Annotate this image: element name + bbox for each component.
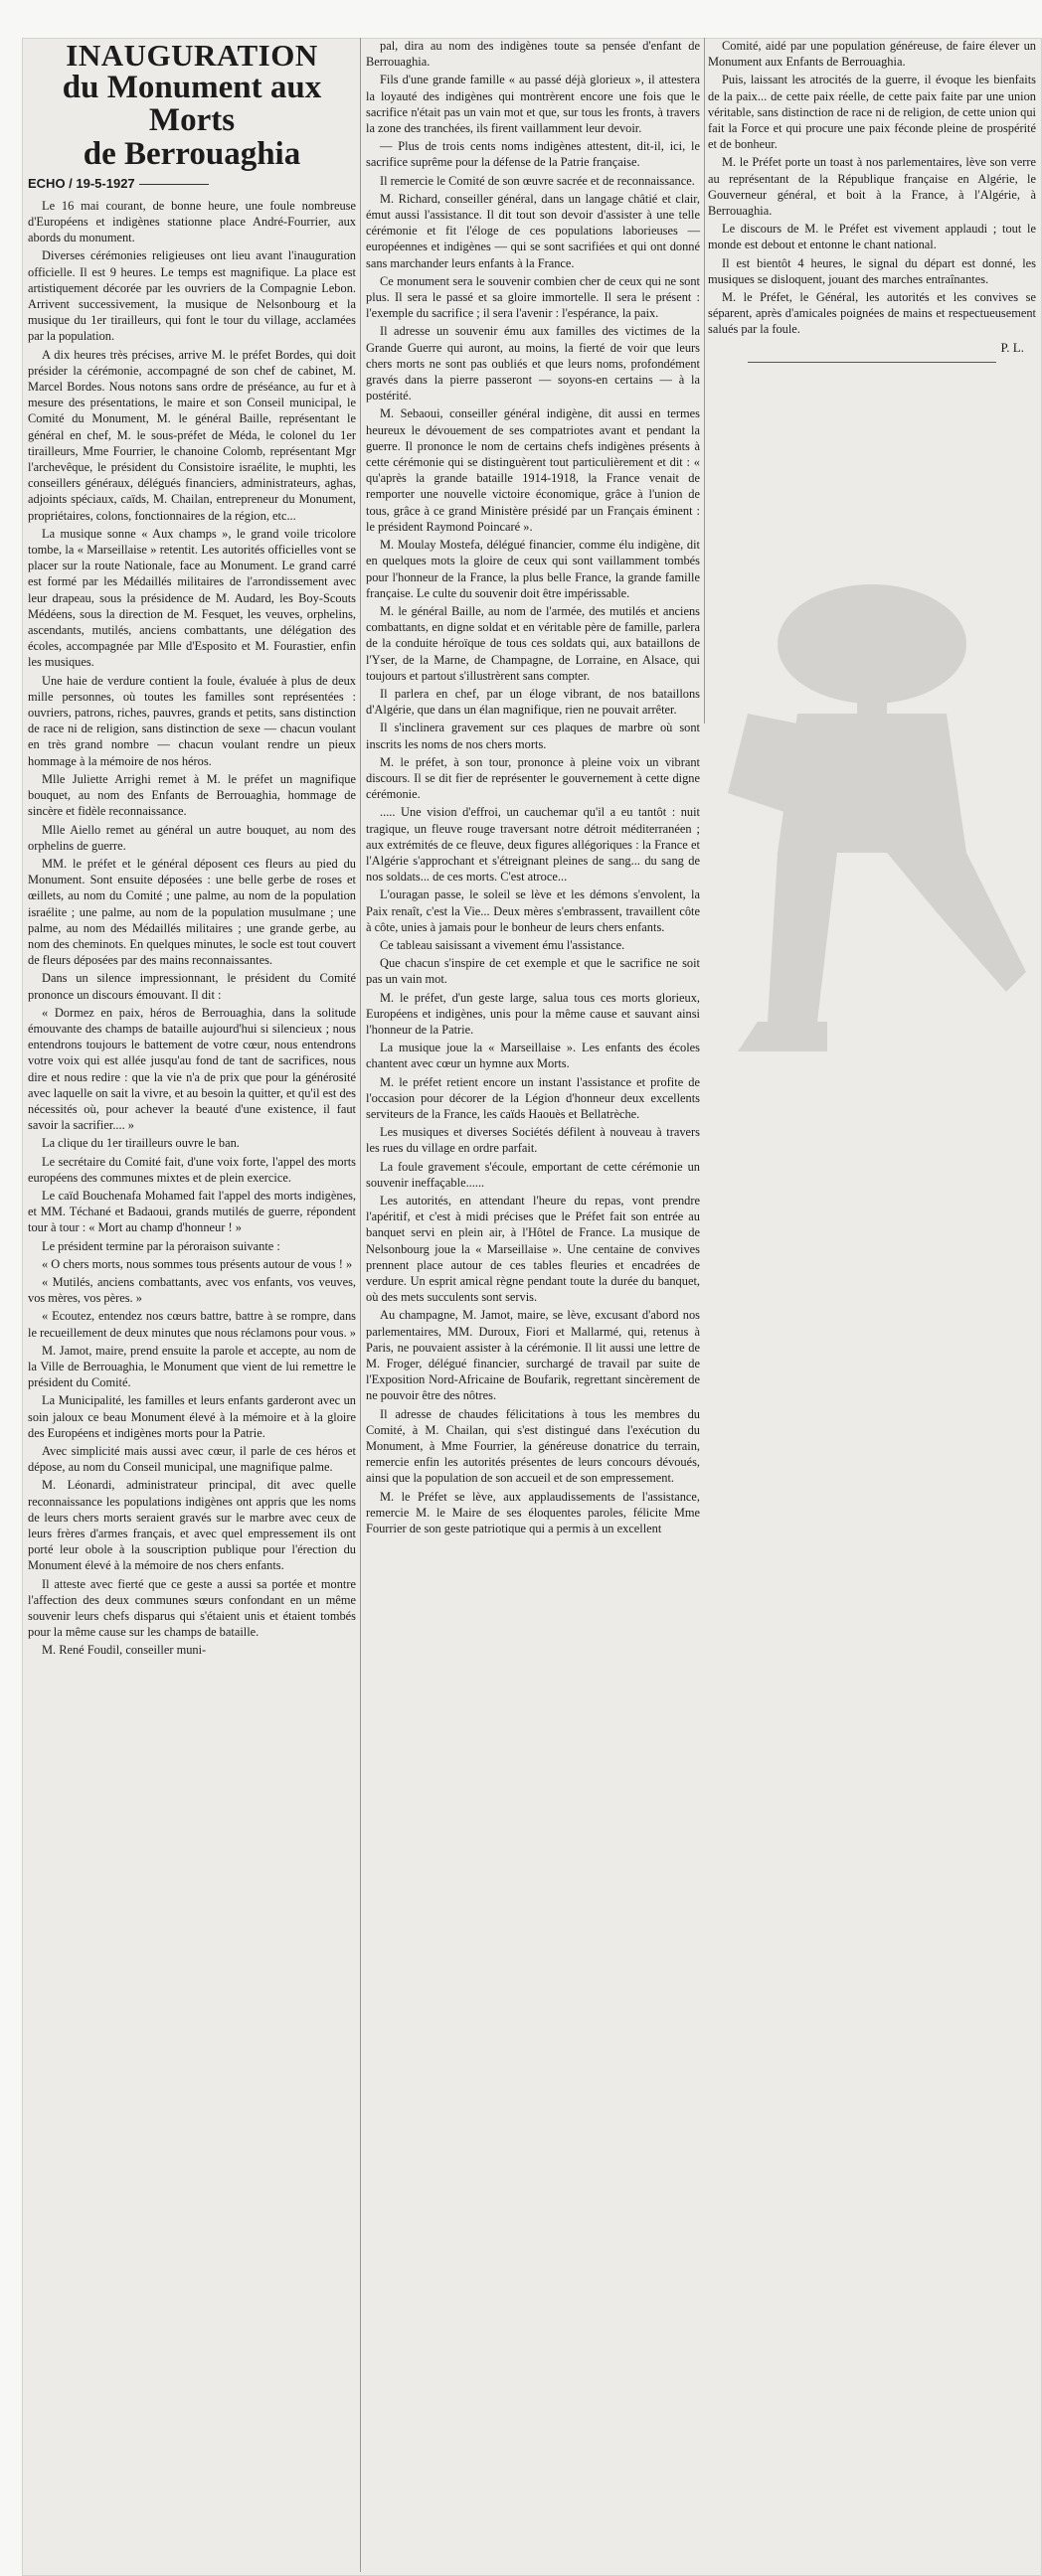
paragraph: Ce tableau saisissant a vivement ému l'assistance. [380, 937, 625, 952]
paragraph: Il s'inclinera gravement sur ces plaques de marbre où sont inscrits les noms de nos chers morts. [366, 721, 700, 751]
paragraph: La musique joue la « Marseillaise ». Les enfants des écoles chantent avec cœur un hymne aux Morts. [366, 1041, 700, 1071]
column-rule-2 [704, 38, 705, 724]
paragraph: Que chacun s'inspire de cet exemple et que le sacrifice ne soit pas un vain mot. [366, 956, 700, 987]
paragraph: A dix heures très précises, arrive M. le préfet Bordes, qui doit présider la cérémonie, accompagné de son chef de cabinet, M. Marcel Bordes. Nous notons sans ordre de préséance, au fur et à mesure des présentations, le maire et son Conseil municipal, le Comité du Monument, M. le général Baille, représentant le général en chef, M. le sous-préfet de Méda, le colonel du 1er tirailleurs, Mme Fourrier, le chanoine Colomb, représentant Mgr l'archevêque, le président du Consistoire israélite, le muphti, les conseillers généraux, délégués financiers, administrateurs, aghas, adjoints spéciaux, caïds, M. Chailan, entrepreneur du Monument, propriétaires, colons, fonctionnaires de la région, etc... [28, 347, 356, 523]
paragraph: M. le préfet retient encore un instant l'assistance et profite de l'occasion pour décorer de la Légion d'honneur deux excellents serviteurs de la France, les caïds Haouès et Bellatrèche. [366, 1074, 700, 1121]
paragraph: M. Sebaoui, conseiller général indigène, dit aussi en termes heureux le dévouement de ses compatriotes avant et pendant la guerre. Il prononce le nom de certains chefs indigènes présents à cette cérémonie qui se distinguèrent tout particulièrement et dit : « qu'après la grande bataille 1914-1918, la France venait de remporter une nouvelle victoire économique, grâce à l'union de tous, grâce à ce grand Ministère présidé par un Français éminent : le président Raymond Poincaré ». [366, 406, 700, 534]
paragraph: M. le Préfet porte un toast à nos parlementaires, lève son verre au représentant de la République française en Algérie, le Gouverneur général, et boit à la France, à l'Algérie, à Berrouaghia. [708, 155, 1036, 219]
paragraph: Le 16 mai courant, de bonne heure, une foule nombreuse d'Européens et indigènes stationne place André-Fourrier, aux abords du monument. [28, 198, 356, 245]
paragraph: MM. le préfet et le général déposent ces fleurs au pied du Monument. Sont ensuite déposées : une belle gerbe de roses et œillets, au nom du Comité ; une palme, au nom de la population israélite ; une palme, au nom de la population musulmane ; une palme, au nom des Médaillés militaires ; une grande gerbe, au nom des cheminots. En quelques minutes, le socle est tout couvert de fleurs déposées par des mains reconnaissantes. [28, 856, 356, 968]
paragraph: M. le général Baille, au nom de l'armée, des mutilés et anciens combattants, en digne soldat et en véritable père de famille, parlera de la conduite héroïque de tous ces soldats qui, aux bataillons de l'Yser, de la Marne, de Champagne, de Lorraine, en Alsace, qui toujours et partout s'illustrèrent sans compter. [366, 603, 700, 683]
paragraph: Avec simplicité mais aussi avec cœur, il parle de ces héros et dépose, au nom du Conseil municipal, une magnifique palme. [28, 1444, 356, 1475]
paragraph: Puis, laissant les atrocités de la guerre, il évoque les bienfaits de la paix... de cette paix réelle, de cette paix faite par une union véritable, sans distinction de race ni de religion, de cette union qui fait la Force et qui procure une paix féconde pleine de prospérité et de bonheur. [708, 73, 1036, 152]
paragraph: « O chers morts, nous sommes tous présents autour de vous ! » [42, 1256, 353, 1271]
paragraph: Mlle Juliette Arrighi remet à M. le préfet un magnifique bouquet, au nom des Enfants de Berrouaghia, hommage de sincère et fidèle reconnaissance. [28, 771, 356, 819]
paragraph: Une haie de verdure contient la foule, évaluée à plus de deux mille personnes, où toutes les familles sont représentées : ouvriers, patrons, riches, pauvres, grands et petits, sans distinction de race ni de religion, sans distinction de sexe — chacun voulant en très grand nombre — chacun voulant rendre un pieux hommage à la mémoire de nos héros. [28, 673, 356, 768]
paragraph: Le président termine par la péroraison suivante : [42, 1238, 280, 1253]
paragraph: Dans un silence impressionnant, le président du Comité prononce un discours émouvant. Il dit : [28, 971, 356, 1002]
article-headline [28, 40, 356, 172]
column-1-body [28, 198, 356, 1659]
paragraph: Le caïd Bouchenafa Mohamed fait l'appel des morts indigènes, et MM. Téchané et Badaoui, grands mutilés de guerre, répondent tour à tour : « Mort au champ d'honneur ! » [28, 1188, 356, 1235]
paragraph: M. Moulay Mostefa, délégué financier, comme élu indigène, dit en quelques mots la gloire de ceux qui sont vaillamment tombés pour l'honneur de la France, la plus belle France, la grande famille française. Le culte du souvenir doit être impérissable. [366, 538, 700, 600]
paragraph: Diverses cérémonies religieuses ont lieu avant l'inauguration officielle. Il est 9 heures. Le temps est magnifique. La place est artistiquement décorée par les ouvriers de la Compagnie Lebon. Arrivent successivement, la musique de Nelsonbourg et la musique du 1er tirailleurs, qui font le tour du village, acclamées par la population. [28, 248, 356, 344]
column-2-body [366, 38, 700, 1536]
paragraph: M. le préfet, d'un geste large, salua tous ces morts glorieux, Européens et indigènes, unis pour la même cause et sauvant ainsi l'honneur de la Patrie. [366, 990, 700, 1037]
paragraph: L'ouragan passe, le soleil se lève et les démons s'envolent, la Paix renaît, c'est la Vie... Deux mères s'embrassent, travaillent côte à côte, unies à jamais pour le bonheur de leurs chers enfants. [366, 887, 700, 934]
paragraph: Il remercie le Comité de son œuvre sacrée et de reconnaissance. [380, 173, 695, 188]
paragraph: Au champagne, M. Jamot, maire, se lève, excusant d'abord nos parlementaires, MM. Duroux, Fiori et Mallarmé, qui, retenus à Paris, ne pouvaient assister à la cérémonie. Il lit aussi une lettre de M. Froger, délégué financier, surchargé de travail par suite de l'Exposition Nord-Africaine de Boufarik, regrettant sincèrement de ne pouvoir être des nôtres. [366, 1308, 700, 1403]
paragraph: Il adresse un souvenir ému aux familles des victimes de la Grande Guerre qui auront, au moins, la fierté de voir que leurs chers morts ne sont pas oubliés et que leurs noms, profondément gravés dans la pierre passeront — soyons-en certains — à la postérité. [366, 324, 700, 403]
column-3 [708, 38, 1036, 364]
paragraph: Il adresse de chaudes félicitations à tous les membres du Comité, à M. Chailan, qui s'est distingué dans l'exécution du Monument, à Mme Fourrier, la généreuse donatrice du terrain, remercie enfin les autorités présentes de leurs concours dévoués, ainsi que la population de son accueil et de son empressement. [366, 1406, 700, 1486]
source-divider [139, 184, 209, 185]
soldier-watermark-icon [708, 555, 1036, 1111]
paragraph: Il parlera en chef, par un éloge vibrant, de nos bataillons d'Algérie, que dans un élan magnifique, rien ne pouvait arrêter. [366, 686, 700, 718]
paragraph: M. Léonardi, administrateur principal, dit avec quelle reconnaissance les populations indigènes ont appris que les noms de leurs chers morts seraient gravés sur le marbre avec ceux de leurs frères d'armes français, et avec quel empressement ils ont porté leur obole à la souscription publique pour l'érection du Monument élevé à la mémoire de nos chers enfants. [28, 1478, 356, 1573]
paragraph: La foule gravement s'écoule, emportant de cette cérémonie un souvenir ineffaçable...... [366, 1159, 700, 1190]
paragraph: M. René Foudil, conseiller muni- [42, 1643, 207, 1658]
paragraph: La Municipalité, les familles et leurs enfants garderont avec un soin jaloux ce beau Monument élevé à la mémoire et à la gloire des Européens et indigènes morts pour la Patrie. [28, 1393, 356, 1440]
article-signature: P. L. [1000, 339, 1024, 355]
headline-line-2: du Monument aux Morts [62, 69, 322, 139]
paragraph: pal, dira au nom des indigènes toute sa pensée d'enfant de Berrouaghia. [366, 39, 700, 70]
paragraph: « Dormez en paix, héros de Berrouaghia, dans la solitude émouvante des champs de bataille aujourd'hui si silencieux ; nous entendrons toujours le battement de votre cœur, nous entendrons votre voix qui est allée jusqu'au fond de tant de sacrifices, nous dire et nous redire : que la vie n'a de prix que pour la générosité avec laquelle on sait la vivre, et au besoin la quitter, et qu'il est des nécessités où, pour achever la beauté d'une existence, il faut savoir la sacrifier.... » [28, 1005, 356, 1133]
paragraph: Comité, aidé par une population généreuse, de faire élever un Monument aux Enfants de Berrouaghia. [708, 39, 1036, 70]
paragraph: « Ecoutez, entendez nos cœurs battre, battre à se rompre, dans le recueillement de deux minutes que nous réclamons pour vous. » [28, 1309, 356, 1340]
paragraph: M. le Préfet se lève, aux applaudissements de l'assistance, remercie M. le Maire de ses éloquentes paroles, félicite Mme Fourrier de son geste patriotique qui a permis à un excellent [366, 1489, 700, 1536]
paragraph: M. Richard, conseiller général, dans un langage châtié et clair, émut aussi l'assistance. Il dit tout son devoir d'assister à une telle cérémonie et fit l'éloge de ces populations laborieuses — européennes et indigènes — qui se sont sacrifiées et qui ont donné sans marchander leurs enfants à la France. [366, 191, 700, 270]
paragraph: — Plus de trois cents noms indigènes attestent, dit-il, ici, le sacrifice suprême pour la défense de la Patrie française. [366, 139, 700, 170]
paragraph: « Mutilés, anciens combattants, avec vos enfants, vos veuves, vos mères, vos pères. » [28, 1274, 356, 1306]
source-citation [28, 176, 356, 192]
end-rule [748, 362, 996, 364]
paragraph: Mlle Aiello remet au général un autre bouquet, au nom des orphelins de guerre. [28, 822, 356, 853]
paragraph: La clique du 1er tirailleurs ouvre le ban. [42, 1136, 240, 1151]
paragraph: Le discours de M. le Préfet est vivement applaudi ; tout le monde est debout et entonne le chant national. [708, 222, 1036, 252]
headline-line-1: INAUGURATION [66, 38, 318, 73]
source-text: ECHO / 19-5-1927 [28, 175, 135, 191]
newspaper-clipping [22, 38, 1042, 2576]
paragraph: Les autorités, en attendant l'heure du repas, vont prendre l'apéritif, et c'est à midi précises que le Préfet fait son entrée au banquet servi en plein air, à l'Hôtel de France. La musique de Nelsonbourg joue la « Marseillaise ». Une centaine de convives prennent place autour de ces tables fleuries et encadrées de verdure. Un esprit amical règne pendant toute la durée du banquet, où des mets succulents sont servis. [366, 1194, 700, 1305]
paragraph: M. Jamot, maire, prend ensuite la parole et accepte, au nom de la Ville de Berrouaghia, le Monument que vient de lui remettre le président du Comité. [28, 1343, 356, 1390]
headline-line-3: de Berrouaghia [83, 135, 301, 172]
paragraph: La musique sonne « Aux champs », le grand voile tricolore tombe, la « Marseillaise » retentit. Les autorités officielles vont se placer sur la route Nationale, face au Monument. Le grand carré est formé par les Médaillés militaires de l'arrondissement avec leur drapeau, sous la présidence de M. Audard, les Boy-Scouts Médéens, sous la direction de M. Fesquet, les veuves, orphelins, ascendants, mutilés, anciens combattants, une délégation des écoles, accompagnée par Mlle d'Esposito et M. Fourastier, enfin les musiques. [28, 526, 356, 670]
paragraph: M. le Préfet, le Général, les autorités et les convives se séparent, après d'amicales poignées de mains et respectueusement salués par la foule. [708, 290, 1036, 337]
paragraph: M. le préfet, à son tour, prononce à pleine voix un vibrant discours. Il se dit fier de représenter le gouvernement à cette digne cérémonie. [366, 754, 700, 802]
paragraph: Fils d'une grande famille « au passé déjà glorieux », il attestera la loyauté des indigènes qui montrèrent encore une fois que le sacrifice n'était pas un vain mot et que, sur tous les fronts, à travers la zone des tranchées, ils firent vaillamment leur devoir. [366, 73, 700, 136]
column-3-body [708, 38, 1036, 338]
column-1 [28, 38, 356, 1661]
paragraph: Il est bientôt 4 heures, le signal du départ est donné, les musiques se disloquent, jouant des marches entraînantes. [708, 255, 1036, 286]
paragraph: Les musiques et diverses Sociétés défilent à nouveau à travers les rues du village en ordre parfait. [366, 1125, 700, 1156]
column-2 [366, 38, 700, 1538]
paragraph: Le secrétaire du Comité fait, d'une voix forte, l'appel des morts européens des communes mixtes et de plein exercice. [28, 1154, 356, 1185]
paragraph: Il atteste avec fierté que ce geste a aussi sa portée et montre l'affection des deux communes sœurs confondant en un même souvenir leurs chefs disparus qui s'étaient unis et étaient tombés pour la même cause sur les champs de bataille. [28, 1576, 356, 1640]
paragraph: Ce monument sera le souvenir combien cher de ceux qui ne sont plus. Il sera le passé et sa gloire immortelle. Il sera le présent : l'exemple du sacrifice ; il sera l'avenir : l'espérance, la paix. [366, 273, 700, 321]
paragraph: ..... Une vision d'effroi, un cauchemar qu'il a eu tantôt : nuit tragique, un fleuve rouge traversant notre détroit méditerranéen ; aux extrémités de ce fleuve, deux figures allégoriques : la France et l'Algérie s'approchant et s'étreignant pleines de sang... du sang de nos soldats... de ces morts. C'est atroce... [366, 805, 700, 885]
column-rule-1 [360, 38, 361, 2572]
